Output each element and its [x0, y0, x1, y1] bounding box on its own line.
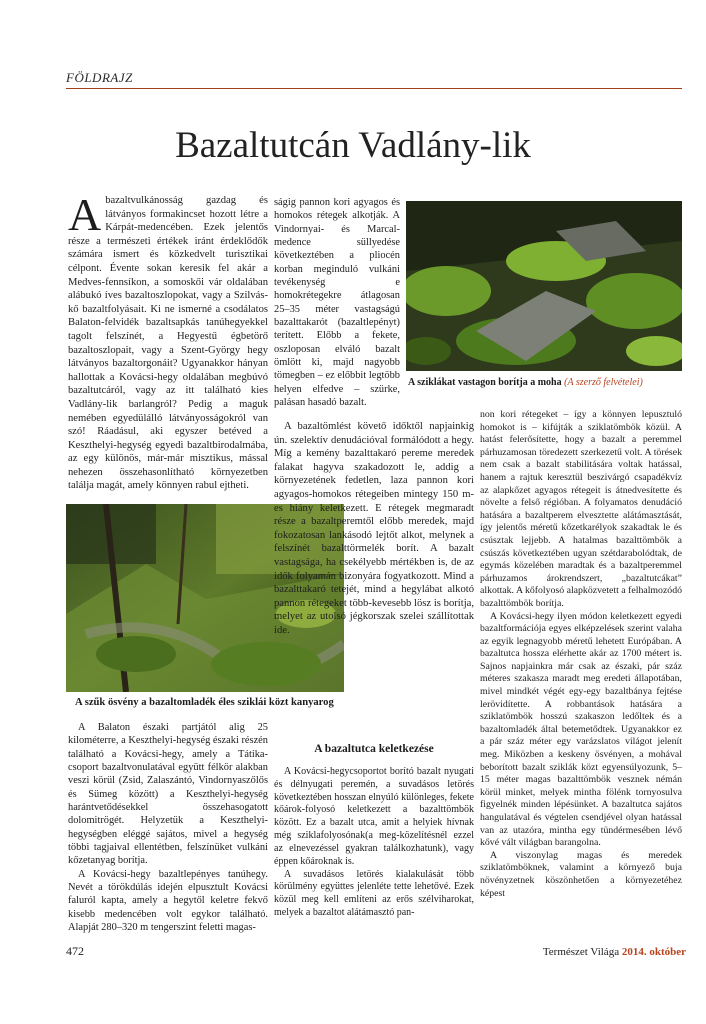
col2-middle-text: [274, 420, 474, 638]
issue-date: 2014. október: [621, 946, 686, 958]
col2-paragraph-4: A suvadásos letörés kialakulását több körülmény együttes jelenléte tette lehetővé. Ezek közül meg kell említeni az erős szélviharokat, melyek a bazaltot alátámasztó pan-: [274, 868, 474, 919]
col2-top-text: [274, 196, 400, 410]
magazine-footer: [480, 946, 686, 958]
col2-paragraph-2: A bazaltömlést követő időktől napjainkig ún. szelektív denudációval formálódott a hegy. Míg a kemény bazalttakaró pereme meredek falakat hagyva szakadozott le, addig a környezetének fedetlen, laza pannon kori agyagos-homokos rétegeiben mintegy 150 m-es hiány keletkezett. E rétegek megmaradt része a bazaltperemtől előbb meredek, majd fokozatosan lankásodó lejtőt alkot, melynek a felszínét bazalttörmelék borít. A bazalt vastagsága, ha csekélyebb mértékben is, de az idők folyamán bizonyára fogyatkozott. Mind a bazalttakaró tetejét, mind a hegylábat alkotó pannon rétegeket több-kevesebb lösz is borítja, melyet az utolsó jégkorszak szelei szállítottak ide.: [274, 421, 474, 636]
section-label: FÖLDRAJZ: [66, 70, 133, 85]
caption-text: A sziklákat vastagon borítja a moha: [408, 377, 562, 388]
col1-bottom-text: [68, 721, 268, 935]
col1-paragraph-3: A Kovácsi-hegy bazaltlepényes tanúhegy. Nevét a törökdúlás idején elpusztult Kovácsi faluról kapta, amely a hegytől keletre fekvő kisebb medencében volt egykor található. Alapját 280–320 m tengerszint feletti magas-: [68, 868, 268, 934]
photo-caption-forest-path: A szűk ösvény a bazaltomladék éles sziklái közt kanyarog: [75, 697, 334, 708]
magazine-name: Természet Világa: [542, 946, 620, 958]
col1-paragraph-1: bazaltvulkánosság gazdag és látványos formakincset hozott létre a Kárpát-medencében. Ezek jelentős része a természeti értékek iránt érdeklődők számára ismert és közkedvelt turisztikai célpont. Évente sokan keresik fel akár a Medves-fennsíkon, a somoskői vár oldalában alábukó íves bazaltoszlopokat, vagy a Szilvás-kő bazaltfolyásait. Ki ne ismerné a csodálatos Balaton-felvidék bazaltsapkás tanúhegyekkel tagolt felszínét, a Hegyestű égbetörő bazaltoszlopait, vagy a Szent-György hegy látványos bazaltorgonáit? Ugyanakkor hányan hallottak a Kovácsi-hegy oldalában megbúvó bazaltutcáról, vagy az itt található kies Vadlány-lik barlangról? Pedig a maguk nemében egyedülálló látványosságokról van szó! Ráadásul, aki egyszer betéved a Keszthelyi-hegység egyedi bazaltbirodalmába, az egy különös, már-már misztikus, mással nehezen összehasonlítható környezetben találja magát, amely könnyen rabul ejtheti.: [68, 195, 268, 492]
header-rule: [66, 88, 682, 89]
col2-paragraph-1: ságig pannon kori agyagos és homokos rétegek alkotják. A Vindornyai- és Marcal-medence süllyedése következtében a pliocén korban meginduló vulkáni tevékenység e homokrétegekre átlagosan 25–35 méter vastagságú bazalttakarót (bazaltlepényt) terített. Előbb a fekete, oszloposan elváló bazalt ömlött ki, majd nagyobb tömegben – ez előbbit legtöbb helyen elfedve – szürke, palásan hasadó bazalt.: [274, 197, 400, 409]
col3-paragraph-3: A viszonylag magas és meredek sziklatömböknek, valamint a környező buja növényzetnek köszönhetően a környezetéhez képest: [480, 849, 682, 899]
col2-bottom-text: [274, 743, 474, 920]
photo-caption-mossy-rocks: [408, 377, 688, 388]
subheading: A bazaltutca keletkezése: [314, 743, 434, 755]
col3-paragraph-2: A Kovácsi-hegy ilyen módon keletkezett egyedi bazaltformációja egyes elképzelések szerint valaha az egyik legnagyobb méretű lehetett Európában. A bazaltutca hossza elérhette akár az 1700 métert is. Sajnos napjainkra már csak az északi, pár száz méteres szakasza maradt meg eredeti állapotában, mivel mindkét végét egy-egy bazaltbánya fejtése lerövidítette. A robbantások hatására a sziklatömbök hosszú szakaszon ledőltek és a bazaltomladék által betemetődtek. Ugyanakkor ez a pár száz méter egy varázslatos világot jelenít meg. Miközben a keskeny ösvényen, a mohával beborított bazalt sziklák közt egyensúlyozunk, 5–15 méter magas bazalttömbök vesznek némán körül minket, melyek mintha fölénk tornyosulva figyelnék minden lépésünket. A bazaltutca sajátos hangulatával és végtelen csendjével olyan hatással van az utazóra, mintha egy tündérmesében lévő kővé vált világban barangolna.: [480, 610, 682, 849]
page-number: 472: [66, 944, 84, 958]
col1-paragraph-2: A Balaton északi partjától alig 25 kilométerre, a Keszthelyi-hegység északi részén található a Kovácsi-hegy, amely a Tátika-csoport bazaltvonulatával együtt félkör alakban veszi körül (Zsid, Zalaszántó, Vindornyaszőlős és Sümeg között) a Keszthelyi-hegység harántvetődésekkel összehasogatott dolomitrögét. Helyzetük a Keszthelyi-hegységben eléggé sajátos, mivel a hegység többi tagjaival ellentétben, felszínüket vulkáni kőzetanyag borítja.: [68, 722, 268, 867]
article-title: Bazaltutcán Vadlány-lik: [175, 125, 531, 166]
photo-credit: (A szerző felvételei): [564, 377, 643, 388]
col3-text: [480, 409, 682, 900]
drop-cap: A: [68, 189, 102, 240]
col1-top-text: [68, 189, 268, 493]
photo-mossy-rocks: [406, 201, 682, 371]
col3-paragraph-1: non kori rétegeket – így a könnyen lepusztuló homokot is – kifújták a sziklatömbök közül. A hatást felerősítette, hogy a bazalt a peremmel párhuzamosan töredezett szerkezetű volt. A törések nem csak a bazalt stabilitására voltak hatással, hanem a rajtuk keresztül beszivárgó csapadékvíz az alapkőzet agyagos rétegeit is átnedvesítette és növelte a felső régióban. A folyamatos denudáció hatására a bazaltperem elvesztette alátámasztását, így jelentős méretű kőzetkarélyok szakadtak le és csúsztak lejjebb. A hatalmas bazalttömbök a csúszás következtében ugyan szétdarabolódtak, de egymás közelében maradtak és a bazaltperemmel párhuzamos árokrendszert, „bazaltutcákat” alkottak. A kőfolyosó alapközvetett a felhalmozódó bazalttömbök borítja.: [480, 409, 682, 609]
mossy-rocks-image: [406, 201, 682, 371]
col2-paragraph-3: A Kovácsi-hegycsoportot borító bazalt nyugati és délnyugati peremén, a suvadásos letörés következtében hosszan elnyúló különleges, fekete kőárok-folyosó keletkezett a bazalttömbök között. Ez a bazalt utca, amit a helyiek hívnak még sziklafolyosónak(a meg-közelítésnél ezzel az elnevezéssel gyakran találkozhatunk), vagy éppen kőároknak is.: [274, 765, 474, 867]
